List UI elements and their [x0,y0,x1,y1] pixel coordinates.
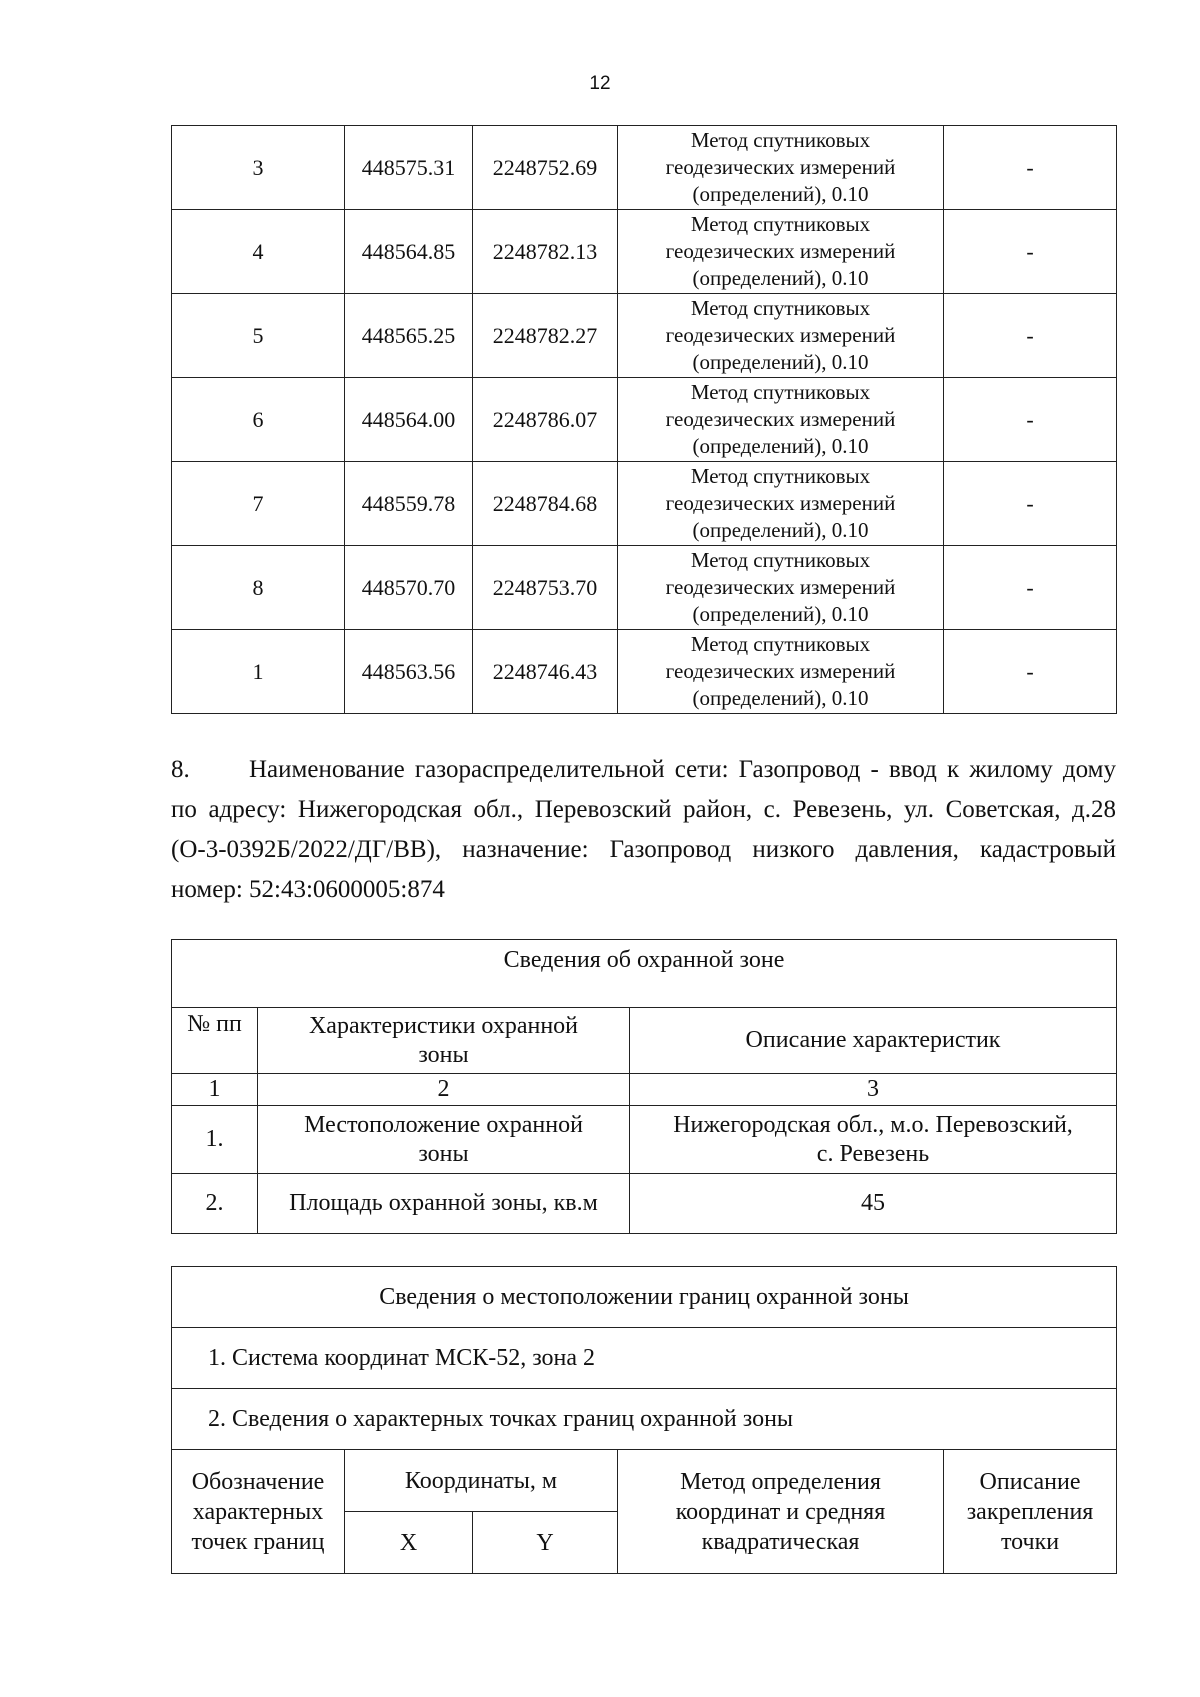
area-label: Площадь охранной зоны, кв.м [258,1174,630,1234]
point-id-cell: 7 [172,462,345,546]
location-label-line: зоны [418,1140,469,1167]
y-coord-cell: 2248752.69 [473,126,618,210]
y-coord-cell: 2248786.07 [473,378,618,462]
fixing-desc-cell: - [944,546,1117,630]
x-coord-cell: 448559.78 [345,462,473,546]
coordinate-system: 1. Система координат МСК-52, зона 2 [172,1328,1117,1389]
col-header-characteristics-line: Характеристики охранной [308,1012,579,1039]
col-header-characteristics [258,1008,630,1074]
method-line: Метод спутниковых [690,632,871,656]
boundary-table-title: Сведения о местоположении границ охранной зоны [172,1267,1117,1328]
section-paragraph [171,750,1116,910]
fixing-desc-cell: - [944,378,1117,462]
location-value [630,1106,1117,1174]
method-line: геодезических измерений [665,323,896,347]
section-text: Наименование газораспределительной сети: Газопровод - ввод к жилому дому по адресу: Нижегородская обл., Перевозский район, с. Ревезень, ул. Советская, д.28 (О-3-0392Б/2022/ДГ/ВВ), назначение: Газопровод низкого давления, кадастровый номер: 52:43:0600005:874 [171,756,1116,903]
row-num: 1. [172,1106,258,1174]
location-label [258,1106,630,1174]
fixing-desc-cell: - [944,630,1117,714]
method-line: геодезических измерений [665,407,896,431]
table-row [172,630,1117,714]
row-num: 2. [172,1174,258,1234]
points-heading: 2. Сведения о характерных точках границ охранной зоны [172,1389,1117,1450]
location-value-line: Нижегородская обл., м.о. Перевозский, [673,1111,1073,1138]
location-value-line: с. Ревезень [816,1140,930,1167]
col-header-description: Описание характеристик [630,1008,1117,1074]
x-coord-cell: 448565.25 [345,294,473,378]
page-number: 12 [589,73,611,94]
x-coord-cell: 448564.00 [345,378,473,462]
table-row [172,378,1117,462]
index-cell: 1 [172,1074,258,1106]
col-header-fixing-line: Описание [979,1468,1081,1495]
method-cell [618,630,944,714]
point-id-cell: 8 [172,546,345,630]
method-line: геодезических измерений [665,155,896,179]
x-coord-cell: 448563.56 [345,630,473,714]
col-header-fixing-line: точки [1000,1528,1060,1555]
method-line: (определений), 0.10 [692,602,869,626]
index-cell: 3 [630,1074,1117,1106]
method-cell [618,546,944,630]
section-number: 8. [171,756,190,783]
col-header-method-line: координат и средняя [675,1498,886,1525]
point-id-cell: 5 [172,294,345,378]
x-coord-cell: 448564.85 [345,210,473,294]
method-line: Метод спутниковых [690,296,871,320]
point-id-cell: 1 [172,630,345,714]
table-row [172,546,1117,630]
point-id-cell: 4 [172,210,345,294]
method-cell [618,294,944,378]
point-id-cell: 6 [172,378,345,462]
method-cell [618,126,944,210]
method-line: Метод спутниковых [690,128,871,152]
fixing-desc-cell: - [944,462,1117,546]
method-cell [618,378,944,462]
method-line: Метод спутниковых [690,464,871,488]
area-value: 45 [630,1174,1117,1234]
zone-info-table [171,939,1117,1234]
y-coord-cell: 2248782.27 [473,294,618,378]
method-line: (определений), 0.10 [692,350,869,374]
col-header-point-line: точек границ [191,1528,325,1555]
zone-table-title: Сведения об охранной зоне [172,940,1117,1008]
col-header-point-line: Обозначение [191,1468,325,1495]
point-id-cell: 3 [172,126,345,210]
col-header-x: X [345,1512,473,1574]
y-coord-cell: 2248784.68 [473,462,618,546]
table-row [172,210,1117,294]
method-line: Метод спутниковых [690,380,871,404]
col-header-point [172,1450,345,1574]
col-header-coordinates: Координаты, м [345,1450,618,1512]
y-coord-cell: 2248746.43 [473,630,618,714]
points-table [171,125,1117,714]
method-line: геодезических измерений [665,575,896,599]
method-line: геодезических измерений [665,491,896,515]
method-line: геодезических измерений [665,659,896,683]
col-header-num: № пп [172,1008,258,1074]
method-line: (определений), 0.10 [692,518,869,542]
col-header-fixing-line: закрепления [966,1498,1094,1525]
method-cell [618,210,944,294]
table-row [172,462,1117,546]
col-header-method-line: квадратическая [701,1528,860,1555]
boundary-table [171,1266,1117,1574]
col-header-method [618,1450,944,1574]
method-line: геодезических измерений [665,239,896,263]
method-line: (определений), 0.10 [692,266,869,290]
fixing-desc-cell: - [944,126,1117,210]
method-line: Метод спутниковых [690,212,871,236]
method-cell [618,462,944,546]
col-header-point-line: характерных [192,1498,324,1525]
col-header-method-line: Метод определения [680,1468,881,1495]
table-row [172,294,1117,378]
method-line: (определений), 0.10 [692,182,869,206]
fixing-desc-cell: - [944,294,1117,378]
location-label-line: Местоположение охранной [304,1111,583,1138]
fixing-desc-cell: - [944,210,1117,294]
x-coord-cell: 448575.31 [345,126,473,210]
index-cell: 2 [258,1074,630,1106]
y-coord-cell: 2248782.13 [473,210,618,294]
col-header-characteristics-line: зоны [418,1041,469,1068]
col-header-fixing [944,1450,1117,1574]
method-line: (определений), 0.10 [692,434,869,458]
method-line: (определений), 0.10 [692,686,869,710]
y-coord-cell: 2248753.70 [473,546,618,630]
col-header-y: Y [473,1512,618,1574]
x-coord-cell: 448570.70 [345,546,473,630]
method-line: Метод спутниковых [690,548,871,572]
table-row [172,126,1117,210]
